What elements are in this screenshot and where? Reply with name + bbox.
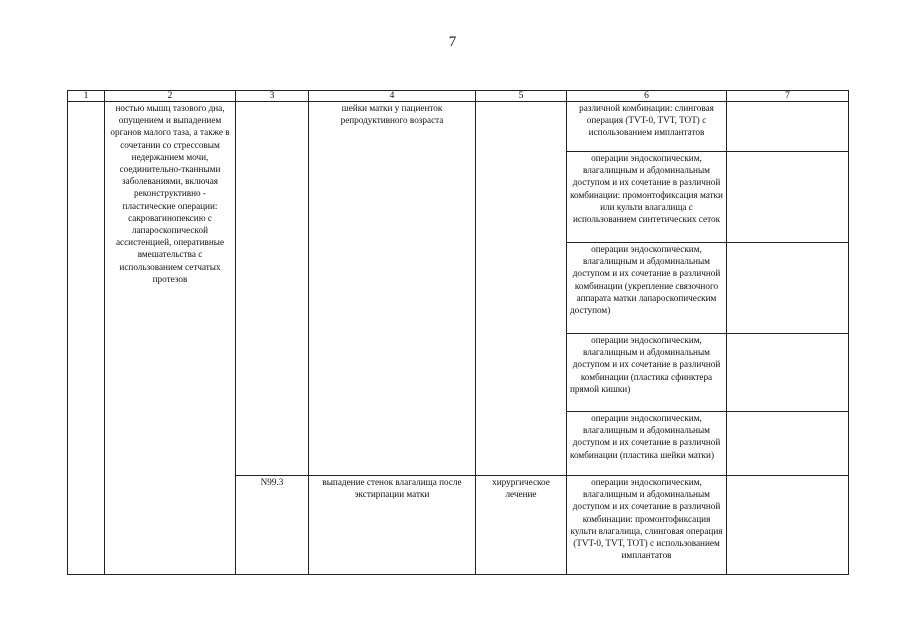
page-number: 7 [448, 34, 457, 50]
cell-col7 [727, 102, 849, 152]
header-cell-7: 7 [727, 91, 849, 102]
cell-col3 [236, 102, 309, 476]
cell-col7 [727, 243, 849, 334]
medical-procedures-table [67, 90, 849, 575]
diagnosis-description-cell: ностью мышц тазового дна, опущением и выпадением органов малого таза, а также в сочетании со стрессовым недержанием мочи, соединительно-тканными заболеваниями, включая реконструктивно - пластические операции: сакровагинопексию с лапароскопической ассистенцией, оперативные вмешательства с использованием сетчатых протезов [105, 102, 236, 575]
model-description-cell: шейки матки у пациенток репродуктивного возраста [309, 102, 476, 476]
treatment-method-cell: операции эндоскопическим, влагалищным и абдоминальным доступом и их сочетание в различной комбинации: промонтофиксация культи влагалища, слинговая операция (TVT-0, TVT, TOT) с использованием имплантатов [567, 476, 727, 575]
header-cell-4: 4 [309, 91, 476, 102]
treatment-type-cell: хирургическое лечение [476, 476, 567, 575]
treatment-method-cell: операции эндоскопическим, влагалищным и абдоминальным доступом и их сочетание в различной комбинации (пластика шейки матки) [567, 412, 727, 476]
model-description-cell: выпадение стенок влагалища после экстирпации матки [309, 476, 476, 575]
cell-col7 [727, 476, 849, 575]
header-cell-1: 1 [68, 91, 105, 102]
treatment-method-cell: операции эндоскопическим, влагалищным и абдоминальным доступом и их сочетание в различной комбинации: промонтофиксация матки или культи влагалища с использованием синтетических сеток [567, 152, 727, 243]
treatment-method-cell: операции эндоскопическим, влагалищным и абдоминальным доступом и их сочетание в различной комбинации (пластика сфинктера прямой кишки) [567, 334, 727, 412]
cell-col5 [476, 102, 567, 476]
table-row [68, 102, 849, 152]
header-cell-6: 6 [567, 91, 727, 102]
treatment-method-cell: операции эндоскопическим, влагалищным и абдоминальным доступом и их сочетание в различной комбинации (укрепление связочного аппарата матки лапароскопическим доступом) [567, 243, 727, 334]
cell-col1 [68, 102, 105, 575]
header-cell-3: 3 [236, 91, 309, 102]
cell-col7 [727, 334, 849, 412]
treatment-method-cell: различной комбинации: слинговая операция (TVT-0, TVT, TOT) с использованием имплантатов [567, 102, 727, 152]
header-cell-2: 2 [105, 91, 236, 102]
header-cell-5: 5 [476, 91, 567, 102]
header-row [68, 91, 849, 102]
cell-col7 [727, 152, 849, 243]
cell-col7 [727, 412, 849, 476]
icd-code-cell: N99.3 [236, 476, 309, 575]
